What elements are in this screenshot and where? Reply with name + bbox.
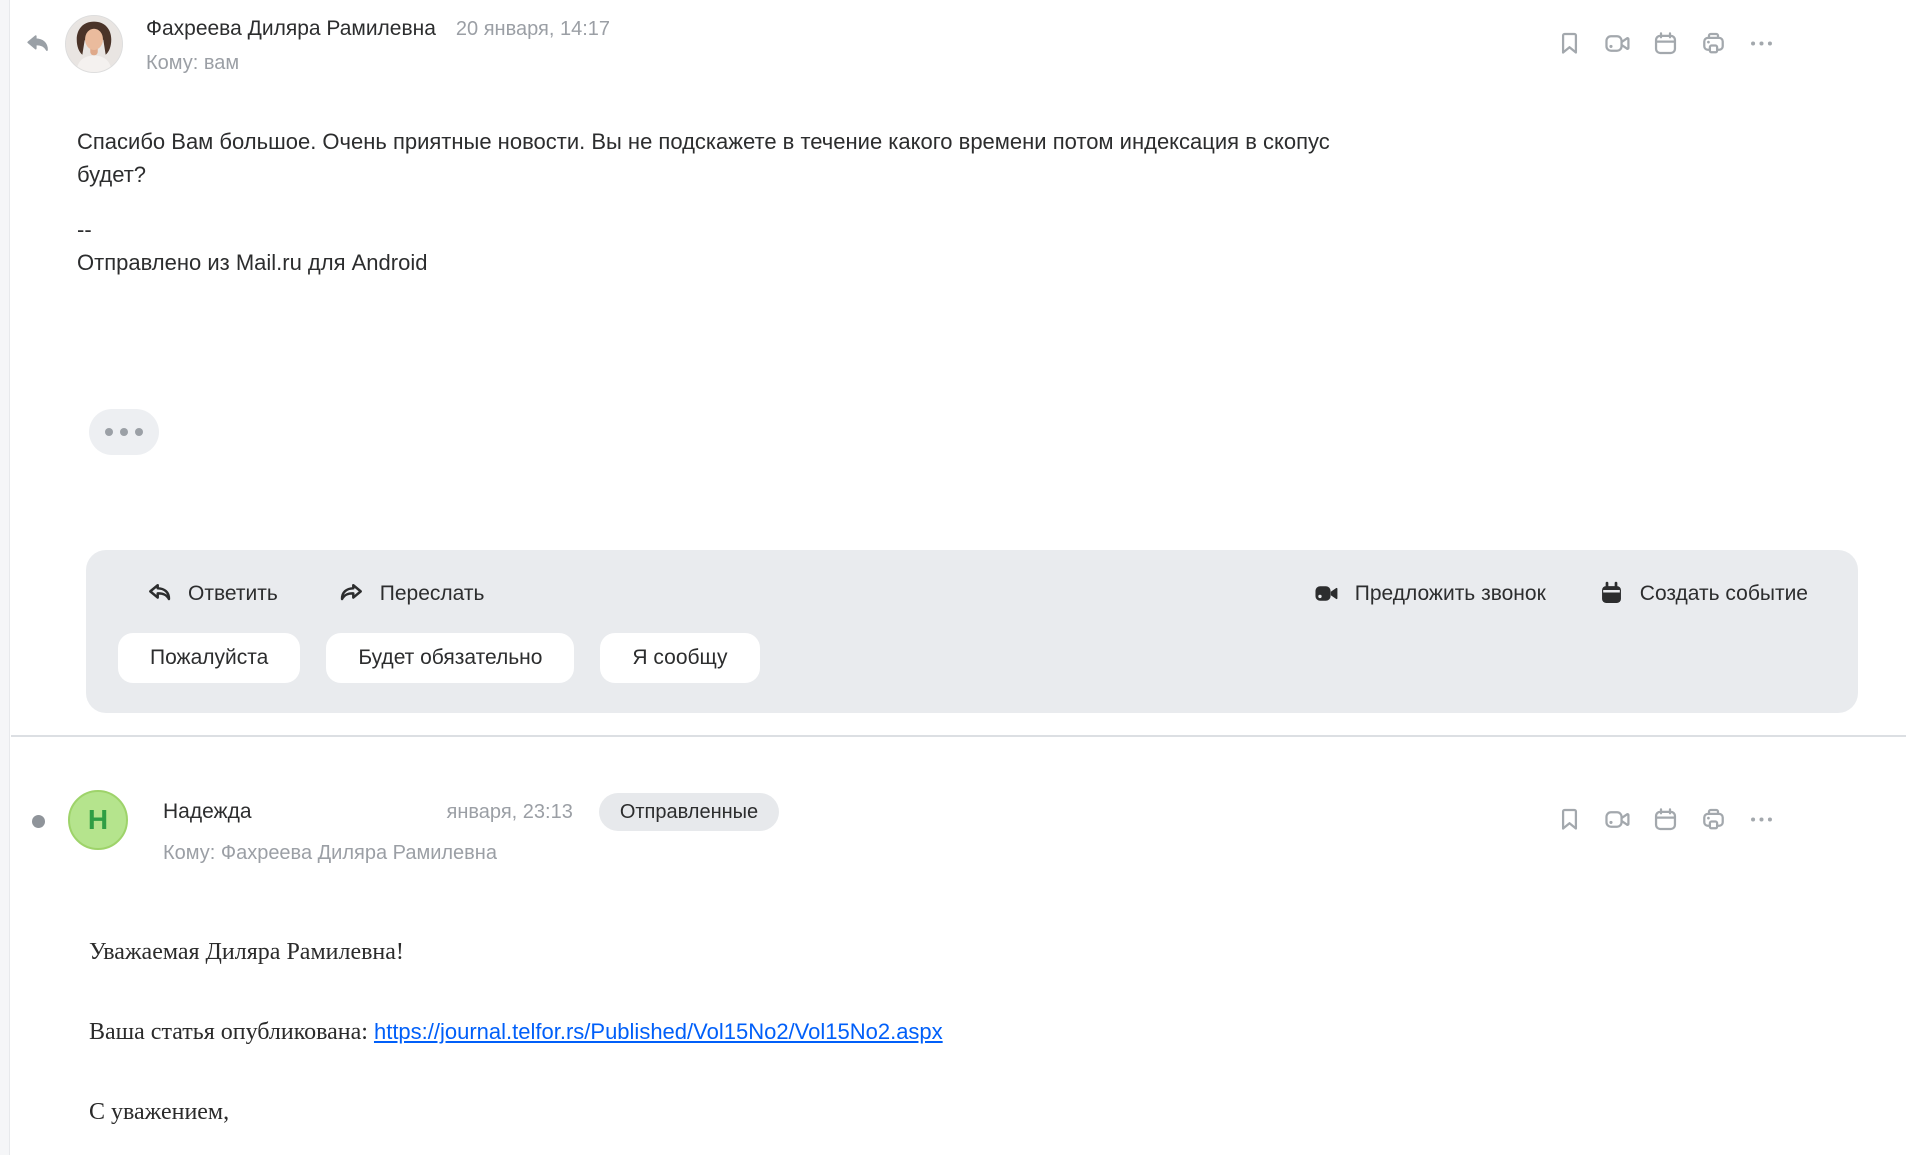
forward-button[interactable] xyxy=(338,580,485,607)
create-event-label: Создать событие xyxy=(1639,581,1808,605)
calendar-icon[interactable] xyxy=(1652,806,1679,833)
recipient-line: Кому: вам xyxy=(146,52,240,74)
more-actions-icon[interactable] xyxy=(1748,30,1775,57)
message-1 xyxy=(11,0,1906,713)
signature-separator: -- xyxy=(77,217,92,242)
message-date: 20 января, 14:17 xyxy=(455,17,611,40)
sender-row xyxy=(163,793,779,831)
dot xyxy=(105,428,113,436)
message-action-panel xyxy=(86,550,1858,713)
calendar-icon[interactable] xyxy=(1652,30,1679,57)
message-date: января, 23:13 xyxy=(446,800,573,823)
sender-avatar-monogram[interactable] xyxy=(68,790,128,850)
closing-text: С уважением, xyxy=(89,1099,230,1125)
video-call-icon[interactable] xyxy=(1604,806,1631,833)
replied-status-icon xyxy=(24,31,51,58)
sender-name[interactable]: Надежда xyxy=(163,800,252,823)
quick-reply-chip[interactable]: Будет обязательно xyxy=(326,633,574,683)
dot xyxy=(135,428,143,436)
show-quoted-text-button[interactable] xyxy=(89,409,159,455)
more-actions-icon[interactable] xyxy=(1748,806,1775,833)
body-text-line: будет? xyxy=(77,162,147,187)
greeting-text: Уважаемая Диляра Рамилевна! xyxy=(89,939,404,965)
left-gutter xyxy=(0,0,10,1155)
quick-reply-chip[interactable]: Я сообщу xyxy=(600,633,759,683)
message-2-body xyxy=(89,937,1786,1127)
unread-indicator xyxy=(32,815,45,828)
print-icon[interactable] xyxy=(1700,30,1727,57)
sender-row xyxy=(146,17,610,41)
print-icon[interactable] xyxy=(1700,806,1727,833)
video-camera-icon xyxy=(1313,580,1340,607)
quick-reply-chip[interactable]: Пожалуйста xyxy=(118,633,300,683)
quick-reply-row xyxy=(118,633,1808,683)
create-event-button[interactable] xyxy=(1598,580,1808,607)
body-text-line: Спасибо Вам большое. Очень приятные новости. Вы не подскажете в течение какого времени потом индексация в скопус xyxy=(77,129,1330,154)
suggest-call-button[interactable] xyxy=(1313,580,1546,607)
message-2-header xyxy=(11,790,1906,865)
forward-label: Переслать xyxy=(379,581,485,605)
suggest-call-label: Предложить звонок xyxy=(1354,581,1546,605)
sender-name[interactable]: Фахреева Диляра Рамилевна xyxy=(146,17,436,40)
folder-badge[interactable]: Отправленные xyxy=(599,793,779,831)
bookmark-icon[interactable] xyxy=(1556,806,1583,833)
published-prefix: Ваша статья опубликована: xyxy=(89,1019,374,1045)
recipient-line: Кому: Фахреева Диляра Рамилевна xyxy=(163,842,497,864)
reply-icon xyxy=(146,580,173,607)
avatar-letter: Н xyxy=(87,804,109,835)
message-1-toolbar xyxy=(1556,30,1775,57)
published-line xyxy=(89,1017,1786,1047)
article-link[interactable]: https://journal.telfor.rs/Published/Vol15No2/Vol15No2.aspx xyxy=(373,1019,943,1044)
message-2-toolbar xyxy=(1556,806,1775,833)
signature-text: Отправлено из Mail.ru для Android xyxy=(77,250,428,275)
dot xyxy=(120,428,128,436)
avatar-photo xyxy=(66,16,122,72)
calendar-event-icon xyxy=(1598,580,1625,607)
reply-label: Ответить xyxy=(188,581,278,605)
forward-icon xyxy=(338,580,365,607)
sender-avatar[interactable] xyxy=(65,15,123,73)
message-1-header xyxy=(11,14,1906,75)
message-1-body xyxy=(77,125,1786,279)
video-call-icon[interactable] xyxy=(1604,30,1631,57)
reply-button[interactable] xyxy=(146,580,278,607)
message-2 xyxy=(11,737,1906,1127)
bookmark-icon[interactable] xyxy=(1556,30,1583,57)
